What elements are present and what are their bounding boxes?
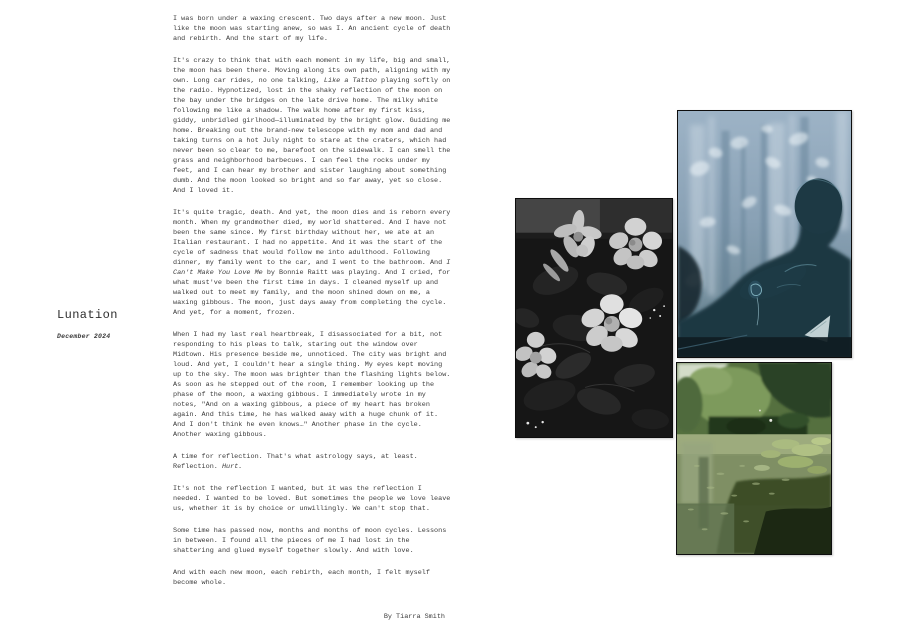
essay-text-italic: Hurt. xyxy=(221,463,243,471)
portrait-bottom-shadow xyxy=(678,335,851,357)
essay-text: A time for reflection. That's what astrology says, at least. Reflection. xyxy=(173,453,418,471)
flowers-illustration xyxy=(516,199,672,437)
essay-paragraph xyxy=(173,568,451,588)
essay-paragraph xyxy=(173,484,451,514)
essay-paragraph xyxy=(173,452,451,472)
essay-body xyxy=(173,14,451,600)
photo-pond xyxy=(676,362,832,555)
essay-text: It's not the reflection I wanted, but it was the reflection I needed. I wanted to be loved. But sometimes the people we love leave us, whether it is by choice or unwillingly. We can't stop that. xyxy=(173,485,451,513)
essay-paragraph xyxy=(173,330,451,440)
photo-portrait xyxy=(677,110,852,358)
essay-text-italic: Like a Tattoo xyxy=(323,77,377,85)
portrait-illustration xyxy=(678,111,851,357)
essay-text: It's crazy to think that with each moment in my life, big and small, the moon has been there. Moving along its own path, aligning with my own. Long car rides, no one talking, xyxy=(173,57,451,85)
byline: By Tiarra Smith xyxy=(383,613,445,621)
essay-text: playing softly on the radio. Hypnotized, lost in the shaky reflection of the moon on the bay under the bridges on the late drive home. The milky white following me like a shadow. The walk home after my first kiss, giddy, unbridled girlhood—illuminated by the bright glow. Guiding me home. Breaking out the brand-new telescope with my mom and dad and taking turns on a hot July night to stare at the craters, which had never been so clear to me, barefoot on the sidewalk. I can smell the grass and neighborhood barbecues. I can feel the rocks under my feet, and I can hear my brother and sister laughing about something dumb. And the moon looked so bright and so far away, yet so close. And I loved it. xyxy=(173,77,451,195)
essay-paragraph xyxy=(173,14,451,44)
essay-text: And with each new moon, each rebirth, each month, I felt myself become whole. xyxy=(173,569,430,587)
article-title: Lunation xyxy=(57,308,118,322)
essay-text: It's quite tragic, death. And yet, the moon dies and is reborn every month. When my grandmother died, my world shattered. And I have not been the same since. My first birthday without her, we ate at an Italian restaurant. I had no appetite. And it was the start of the cycle of sadness that would follow me into adulthood. Following dinner, my family went to the car, and I went to the bathroom. And xyxy=(173,209,451,267)
essay-text: Some time has passed now, months and months of moon cycles. Lessons in between. I found all the pieces of me I had lost in the shattering and glued myself together slowly. And with love. xyxy=(173,527,447,555)
article-date: December 2024 xyxy=(57,333,111,340)
masthead xyxy=(57,309,118,340)
essay-text: When I had my last real heartbreak, I disassociated for a bit, not responding to his pleas to talk, staring out the window over Midtown. His presence beside me, unnoticed. The city was bright and loud. And yet, I couldn't hear a single thing. My eyes kept moving up to the sky. The moon was brighter than the flashing lights below. As soon as he stepped out of the room, I remember looking up the phase of the moon, a waxing gibbous. I immediately wrote in my notes, "And on a waxing gibbous, a piece of my heart has broken again. And this time, he has walked away with a huge chunk of it. And I don't think he even knows…" Another phase in the cycle. Another waxing gibbous. xyxy=(173,331,451,439)
essay-paragraph xyxy=(173,526,451,556)
essay-text-italic: I Can't Make You Love Me xyxy=(173,259,451,277)
pond-illustration xyxy=(677,363,831,554)
essay-paragraph xyxy=(173,56,451,196)
essay-paragraph xyxy=(173,208,451,318)
essay-text: I was born under a waxing crescent. Two days after a new moon. Just like the moon was starting anew, so was I. An ancient cycle of death and rebirth. And the start of my life. xyxy=(173,15,451,43)
photo-flowers xyxy=(515,198,673,438)
essay-text: by Bonnie Raitt was playing. And I cried, for what must've been the first time in days. I cleaned myself up and walked out to meet my family, and the moon shined down on me, a waxing gibbous. The moon, just days away from completing the cycle. And yet, for a moment, frozen. xyxy=(173,269,451,317)
